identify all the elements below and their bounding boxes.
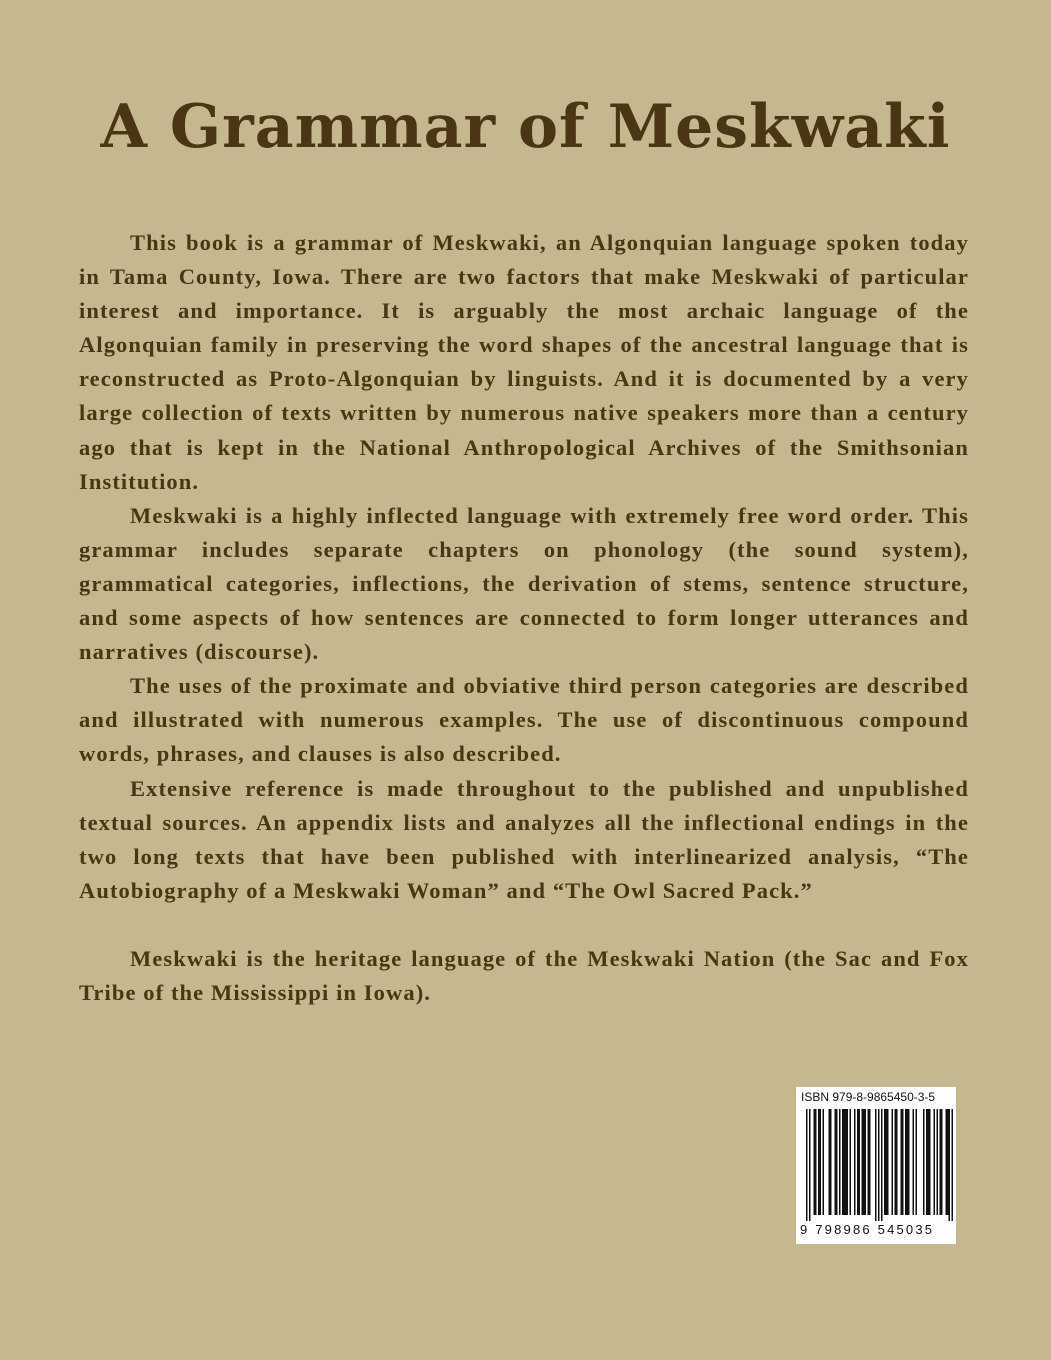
barcode-bar (862, 1109, 864, 1215)
barcode-bar (829, 1109, 831, 1215)
barcode-bar (928, 1109, 930, 1215)
barcode-bar (842, 1109, 844, 1215)
barcode-bar (947, 1109, 949, 1215)
barcode-bar (857, 1109, 859, 1215)
barcode-bar (937, 1109, 939, 1215)
blurb-paragraph-3: The uses of the proximate and obviative third person categories are described and illustrated with numerous examples. The use of discontinuous compound words, phrases, and clauses is also described. (79, 673, 969, 767)
barcode-bar (892, 1109, 894, 1215)
barcode-bar (916, 1109, 918, 1215)
barcode-bar (907, 1109, 909, 1215)
barcode-bar (895, 1109, 897, 1215)
barcode-bar (929, 1109, 931, 1215)
barcode-bar (901, 1109, 903, 1215)
barcode-bars (796, 1109, 956, 1221)
barcode-bar (881, 1109, 883, 1221)
barcode-bar (941, 1109, 943, 1215)
barcode-bar (815, 1109, 817, 1215)
barcode-bar (835, 1109, 837, 1215)
barcode-bar (949, 1109, 951, 1221)
barcode-bar (850, 1109, 852, 1215)
barcode-bar (886, 1109, 888, 1215)
barcode-bar (863, 1109, 865, 1215)
barcode-bar (814, 1109, 816, 1215)
barcode-bar (908, 1109, 910, 1215)
barcode-bar (934, 1109, 936, 1215)
book-title: A Grammar of Meskwaki (100, 92, 951, 162)
blurb-paragraph-2: Meskwaki is a highly inflected language with extremely free word order. This grammar includes separate chapters on phonology (the sound system), grammatical categories, inflections, the derivation of stems, sentence structure, and some aspects of how sentences are connected to form longer utterances and narratives (discourse). (79, 502, 969, 665)
barcode-bar (854, 1109, 856, 1215)
blurb (79, 226, 969, 1010)
blurb-paragraph-1: This book is a grammar of Meskwaki, an Algonquian language spoken today in Tama County, Iowa. There are two factors that make Meskwaki of particular interest and importance. It is arguably the most archaic language of the Algonquian family in preserving the word shapes of the ancestral language that is reconstructed as Proto-Algonquian by linguists. And it is documented by a very large collection of texts written by numerous native speakers more than a century ago that is kept in the National Anthropological Archives of the Smithsonian Institution. (79, 230, 969, 494)
barcode-bar (823, 1109, 825, 1215)
barcode-bar (830, 1109, 832, 1215)
isbn-barcode (796, 1087, 956, 1244)
barcode-bar (940, 1109, 942, 1215)
barcode-bar (878, 1109, 880, 1221)
blurb-paragraph-4: Extensive reference is made throughout to the published and unpublished textual sources. An appendix lists and analyzes all the inflectional endings in the two long texts that have been published with interlinearized analysis, “The Autobiography of a Meskwaki Woman” and “The Owl Sacred Pack.” (79, 775, 969, 903)
barcode-bar (806, 1109, 808, 1221)
isbn-label: ISBN 979-8-9865450-3-5 (801, 1090, 936, 1104)
barcode-bar (946, 1109, 948, 1215)
barcode-bar (896, 1109, 898, 1215)
barcode-bar (884, 1109, 886, 1215)
barcode-bar (952, 1109, 954, 1221)
barcode-bar (905, 1109, 907, 1215)
barcode-bar (869, 1109, 871, 1215)
barcode-bar (836, 1109, 838, 1215)
barcode-bar (875, 1109, 877, 1221)
barcode-bar (845, 1109, 847, 1215)
barcode-bar (839, 1109, 841, 1215)
barcode-digits: 9 798986 545035 (800, 1222, 935, 1237)
barcode-bar (859, 1109, 861, 1215)
barcode-bar (844, 1109, 846, 1215)
barcode-bar (926, 1109, 928, 1215)
barcode-bar (868, 1109, 870, 1215)
blurb-paragraph-5: Meskwaki is the heritage language of the Meskwaki Nation (the Sac and Fox Tribe of the Mississippi in Iowa). (79, 945, 969, 1005)
barcode-bar (820, 1109, 822, 1215)
barcode-bar (913, 1109, 915, 1215)
barcode-bar (818, 1109, 820, 1215)
barcode-bar (809, 1109, 811, 1221)
barcode-bar (902, 1109, 904, 1215)
barcode-bar (887, 1109, 889, 1215)
barcode-bar (923, 1109, 925, 1215)
barcode-bar (847, 1109, 849, 1215)
barcode-bar (865, 1109, 867, 1215)
